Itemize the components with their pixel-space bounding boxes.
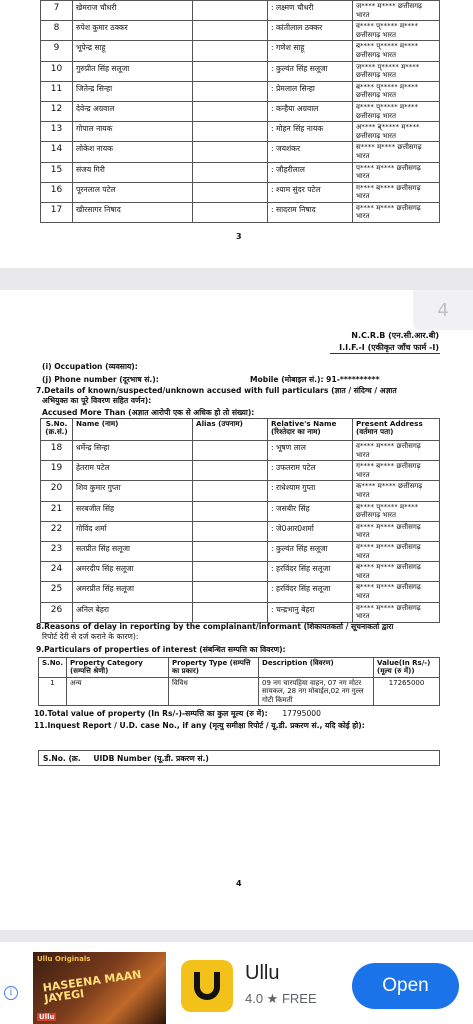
section-11-heading: 11.Inquest Report / U.D. case No., if any (मृत्यु समीक्षा रिपोर्ट / यू.डी. प्रकरण सं., यदि कोई हो): <box>34 721 365 730</box>
row-name: अनिल बेहरा <box>73 602 193 622</box>
row-alias <box>193 461 268 481</box>
row-relative: : हरविंदर सिंह सलूजा <box>268 562 353 582</box>
table-row <box>41 61 440 81</box>
uidb-table-header <box>38 750 440 766</box>
row-alias <box>193 602 268 622</box>
row-address: ब**** प्***** म**** छत्तीसगढ़ भारत <box>353 41 440 61</box>
row-sno: 8 <box>41 21 73 41</box>
prop-header-type: Property Type (सम्पत्ति का प्रकार) <box>169 658 259 678</box>
row-alias <box>193 122 268 142</box>
row-name: गुरुप्रीत सिंह सलूजा <box>73 61 193 81</box>
row-alias <box>193 521 268 541</box>
table-row <box>41 602 440 622</box>
table-row <box>41 202 440 222</box>
row-sno: 15 <box>41 162 73 182</box>
row-alias <box>193 582 268 602</box>
row-relative: : जयशंकर <box>268 142 353 162</box>
thumb-brand: Ullu Originals <box>37 955 91 963</box>
app-install-ad[interactable] <box>0 942 473 1024</box>
occupation-label: (i) Occupation (व्यवसाय): <box>42 362 138 371</box>
table-row <box>41 501 440 521</box>
section-8-heading: 8.Reasons of delay in reporting by the complainant/informant (शिकायतकर्ता / सूचनाकर्ता द्वारा <box>36 622 394 631</box>
row-alias <box>193 562 268 582</box>
row-relative: : कन्हैया अग्रवाल <box>268 101 353 121</box>
table-row <box>41 162 440 182</box>
document-page-3 <box>0 0 473 268</box>
row-name: लोकेश नायक <box>73 142 193 162</box>
row-name: जितेन्द्र सिन्हा <box>73 81 193 101</box>
form-title-ncrb: N.C.R.B (एन.सी.आर.बी) <box>351 331 439 340</box>
accused-table <box>40 418 440 623</box>
app-name: Ullu <box>245 962 280 984</box>
row-relative: : लक्ष्मण चौधरी <box>268 1 353 21</box>
row-sno: 22 <box>41 521 73 541</box>
row-name: खेमराज चौधरी <box>73 1 193 21</box>
row-alias <box>193 101 268 121</box>
accused-more-label: Accused More Than (अज्ञात आरोपी एक से अधिक हो तो संख्या): <box>42 408 255 417</box>
row-name: हेतराम पटेल <box>73 461 193 481</box>
table-row <box>41 122 440 142</box>
row-relative: : श्याम सुंदर पटेल <box>268 182 353 202</box>
accused-table-continued <box>40 0 440 223</box>
row-address: व**** म**** छत्तीसगढ़ भारत <box>353 441 440 461</box>
row-alias <box>193 162 268 182</box>
table-row <box>41 441 440 461</box>
uidb-sno-label: S.No. (क्र. <box>43 754 81 763</box>
prop-header-sno: S.No. <box>39 658 67 678</box>
section-7-text: Details of known/suspected/unknown accused with full particulars (ज्ञात / संदिग्ध / अज्ञात <box>44 386 397 395</box>
row-sno: 26 <box>41 602 73 622</box>
prop-category: अन्य <box>67 677 169 705</box>
prop-sno: 1 <box>39 677 67 705</box>
row-address: व**** म**** छत्तीसगढ़ भारत <box>353 602 440 622</box>
row-name: खीरसागर निषाद <box>73 202 193 222</box>
thumb-title: HASEENA MAAN JAYEGI <box>41 967 143 1006</box>
ad-thumbnail[interactable] <box>33 952 166 1024</box>
row-sno: 17 <box>41 202 73 222</box>
row-alias <box>193 61 268 81</box>
row-relative: : उफतराम पटेल <box>268 461 353 481</box>
prop-header-category: Property Category (सम्पत्ति श्रेणी) <box>67 658 169 678</box>
table-row <box>41 521 440 541</box>
table-row <box>41 481 440 501</box>
mobile-label: Mobile (मोबाइल सं.): 91-********** <box>250 375 380 384</box>
row-address: ब**** म**** छत्तीसगढ़ भारत <box>353 582 440 602</box>
row-sno: 19 <box>41 461 73 481</box>
row-name: रुपेश कुमार ठक्कर <box>73 21 193 41</box>
section-number: 7. <box>36 386 45 395</box>
row-alias <box>193 182 268 202</box>
app-rating: 4.0 ★ FREE <box>245 991 317 1006</box>
row-sno: 9 <box>41 41 73 61</box>
table-row <box>41 81 440 101</box>
app-logo-icon[interactable] <box>181 960 233 1012</box>
row-address: व**** म**** छत्तीसगढ़ भारत <box>353 202 440 222</box>
row-name: शिव कुमार गुप्ता <box>73 481 193 501</box>
row-relative: : कुल्वंत सिंह सलूजा <box>268 61 353 81</box>
title-underline <box>330 353 440 354</box>
section-9-heading: 9.Particulars of properties of interest (संबन्धित सम्पत्ति का विवरण): <box>36 645 286 654</box>
row-relative: : चन्द्रभानु बेहरा <box>268 602 353 622</box>
table-row <box>41 541 440 561</box>
header-alias: Alias (उपनाम) <box>193 419 268 441</box>
uidb-number-label: UIDB Number (यू.डी. प्रकरण सं.) <box>93 754 209 763</box>
row-alias <box>193 441 268 461</box>
row-relative: : जे0आर0शर्मा <box>268 521 353 541</box>
page-number: 4 <box>236 879 242 888</box>
row-address: व**** प्***** म**** छत्तीसगढ़ भारत <box>353 21 440 41</box>
page-number: 3 <box>236 232 242 241</box>
prop-description: 09 नग चारपहिया वाहन, 07 नग मोटर सायकल, 28 नग मोबाईल,02 नग गुल्ल गोटी किमती <box>259 677 374 705</box>
row-name: सरबजीत सिंह <box>73 501 193 521</box>
table-row <box>41 582 440 602</box>
row-name: अमरदीप सिंह सलूजा <box>73 562 193 582</box>
row-address: ग**** ब**** छत्तीसगढ़ भारत <box>353 182 440 202</box>
row-alias <box>193 501 268 521</box>
row-relative: : जौहरीलाल <box>268 162 353 182</box>
table-row <box>41 562 440 582</box>
property-row <box>39 677 440 705</box>
page-indicator-badge: 4 <box>413 290 473 330</box>
row-address: व**** म**** छत्तीसगढ़ भारत <box>353 521 440 541</box>
row-sno: 24 <box>41 562 73 582</box>
row-address: व**** प्***** म**** छत्तीसगढ़ भारत <box>353 101 440 121</box>
row-name: देवेन्द्र अग्रवाल <box>73 101 193 121</box>
property-table <box>38 657 440 706</box>
phone-label: (j) Phone number (दूरभाष सं.): <box>42 375 159 384</box>
ad-info-icon[interactable]: i <box>4 986 18 1000</box>
table-row <box>41 1 440 21</box>
row-address: व**** म**** छत्तीसगढ़ भारत <box>353 541 440 561</box>
prop-type: विविध <box>169 677 259 705</box>
row-relative: : प्रेमलाल सिन्हा <box>268 81 353 101</box>
prop-value: 17265000 <box>374 677 440 705</box>
section-10-heading <box>34 709 321 719</box>
row-sno: 18 <box>41 441 73 461</box>
row-relative: : भूषण लाल <box>268 441 353 461</box>
row-relative: : कुल्वंत सिंह सलूजा <box>268 541 353 561</box>
row-address: अ**** ब्***** म**** छत्तीसगढ़ भारत <box>353 122 440 142</box>
row-address: स**** म**** छत्तीसगढ़ भारत <box>353 142 440 162</box>
section-7-heading-cont: अभियुक्त का पूरे विवरण सहित वर्णन): <box>42 396 152 405</box>
row-address: ब**** प्***** म**** छत्तीसगढ़ भारत <box>353 501 440 521</box>
row-sno: 23 <box>41 541 73 561</box>
table-row <box>41 461 440 481</box>
table-row <box>41 142 440 162</box>
row-address: क**** म**** छत्तीसगढ़ भारत <box>353 481 440 501</box>
row-address: ब**** प्***** म**** छत्तीसगढ़ भारत <box>353 81 440 101</box>
row-name: पूरनलाल पटेल <box>73 182 193 202</box>
row-name: अमरप्रीत सिंह सलूजा <box>73 582 193 602</box>
table-row <box>41 41 440 61</box>
row-sno: 11 <box>41 81 73 101</box>
total-value: 17795000 <box>282 709 321 718</box>
row-sno: 14 <box>41 142 73 162</box>
row-alias <box>193 21 268 41</box>
row-sno: 10 <box>41 61 73 81</box>
prop-header-description: Description (विवरण) <box>259 658 374 678</box>
section-8-heading-cont: रिपोर्ट देरी से दर्ज कराने के कारण): <box>42 632 139 641</box>
row-alias <box>193 541 268 561</box>
row-address: प**** म**** छत्तीसगढ़ भारत <box>353 162 440 182</box>
header-name: Name (नाम) <box>73 419 193 441</box>
row-relative: : गणेश साहू <box>268 41 353 61</box>
header-relative: Relative's Name (रिश्तेदार का नाम) <box>268 419 353 441</box>
row-alias <box>193 202 268 222</box>
row-alias <box>193 81 268 101</box>
row-name: धर्मेन्द्र सिन्हा <box>73 441 193 461</box>
row-name: भूपेन्द्र साहू <box>73 41 193 61</box>
property-header-row <box>39 658 440 678</box>
row-sno: 13 <box>41 122 73 142</box>
row-relative: : राधेश्याम गुप्ता <box>268 481 353 501</box>
section-10-label: 10.Total value of property (In Rs/-)-सम्पत्ति का कुल मूल्य (रु में): <box>34 709 268 718</box>
document-page-4 <box>0 290 473 930</box>
header-address: Present Address (वर्तमान पता) <box>353 419 440 441</box>
row-relative: : सादराम निषाद <box>268 202 353 222</box>
row-sno: 20 <box>41 481 73 501</box>
section-7-heading <box>36 386 397 396</box>
table-header-row <box>41 419 440 441</box>
row-sno: 16 <box>41 182 73 202</box>
row-address: ज**** म**** छत्तीसगढ़ भारत <box>353 1 440 21</box>
row-alias <box>193 142 268 162</box>
form-title-iif: I.I.F.-I (एकीकृत जाँच फार्म -I) <box>339 343 439 352</box>
row-name: गोविंद शर्मा <box>73 521 193 541</box>
open-button[interactable]: Open <box>352 963 459 1009</box>
row-address: ब**** म**** छत्तीसगढ़ भारत <box>353 562 440 582</box>
table-row <box>41 101 440 121</box>
row-alias <box>193 481 268 501</box>
thumb-brand-badge: Ullu <box>39 1013 55 1021</box>
row-address: ग**** ब**** छत्तीसगढ़ भारत <box>353 461 440 481</box>
row-alias <box>193 1 268 21</box>
row-name: संजय गिरी <box>73 162 193 182</box>
row-alias <box>193 41 268 61</box>
row-sno: 12 <box>41 101 73 121</box>
row-sno: 21 <box>41 501 73 521</box>
row-name: गोपाल नायक <box>73 122 193 142</box>
row-relative: : हरविंदर सिंह सलूजा <box>268 582 353 602</box>
row-sno: 25 <box>41 582 73 602</box>
table-row <box>41 182 440 202</box>
header-sno: S.No. (क्र.सं.) <box>41 419 73 441</box>
row-relative: : मोहन सिंह नायक <box>268 122 353 142</box>
row-relative: : जसबीर सिंह <box>268 501 353 521</box>
row-name: सतप्रीत सिंह सलूजा <box>73 541 193 561</box>
table-row <box>41 21 440 41</box>
row-address: ज**** प्***** म**** छत्तीसगढ़ भारत <box>353 61 440 81</box>
row-sno: 7 <box>41 1 73 21</box>
prop-header-value: Value(In Rs/-) (मूल्य (रु में)) <box>374 658 440 678</box>
row-relative: : कांतीलाल ठक्कर <box>268 21 353 41</box>
